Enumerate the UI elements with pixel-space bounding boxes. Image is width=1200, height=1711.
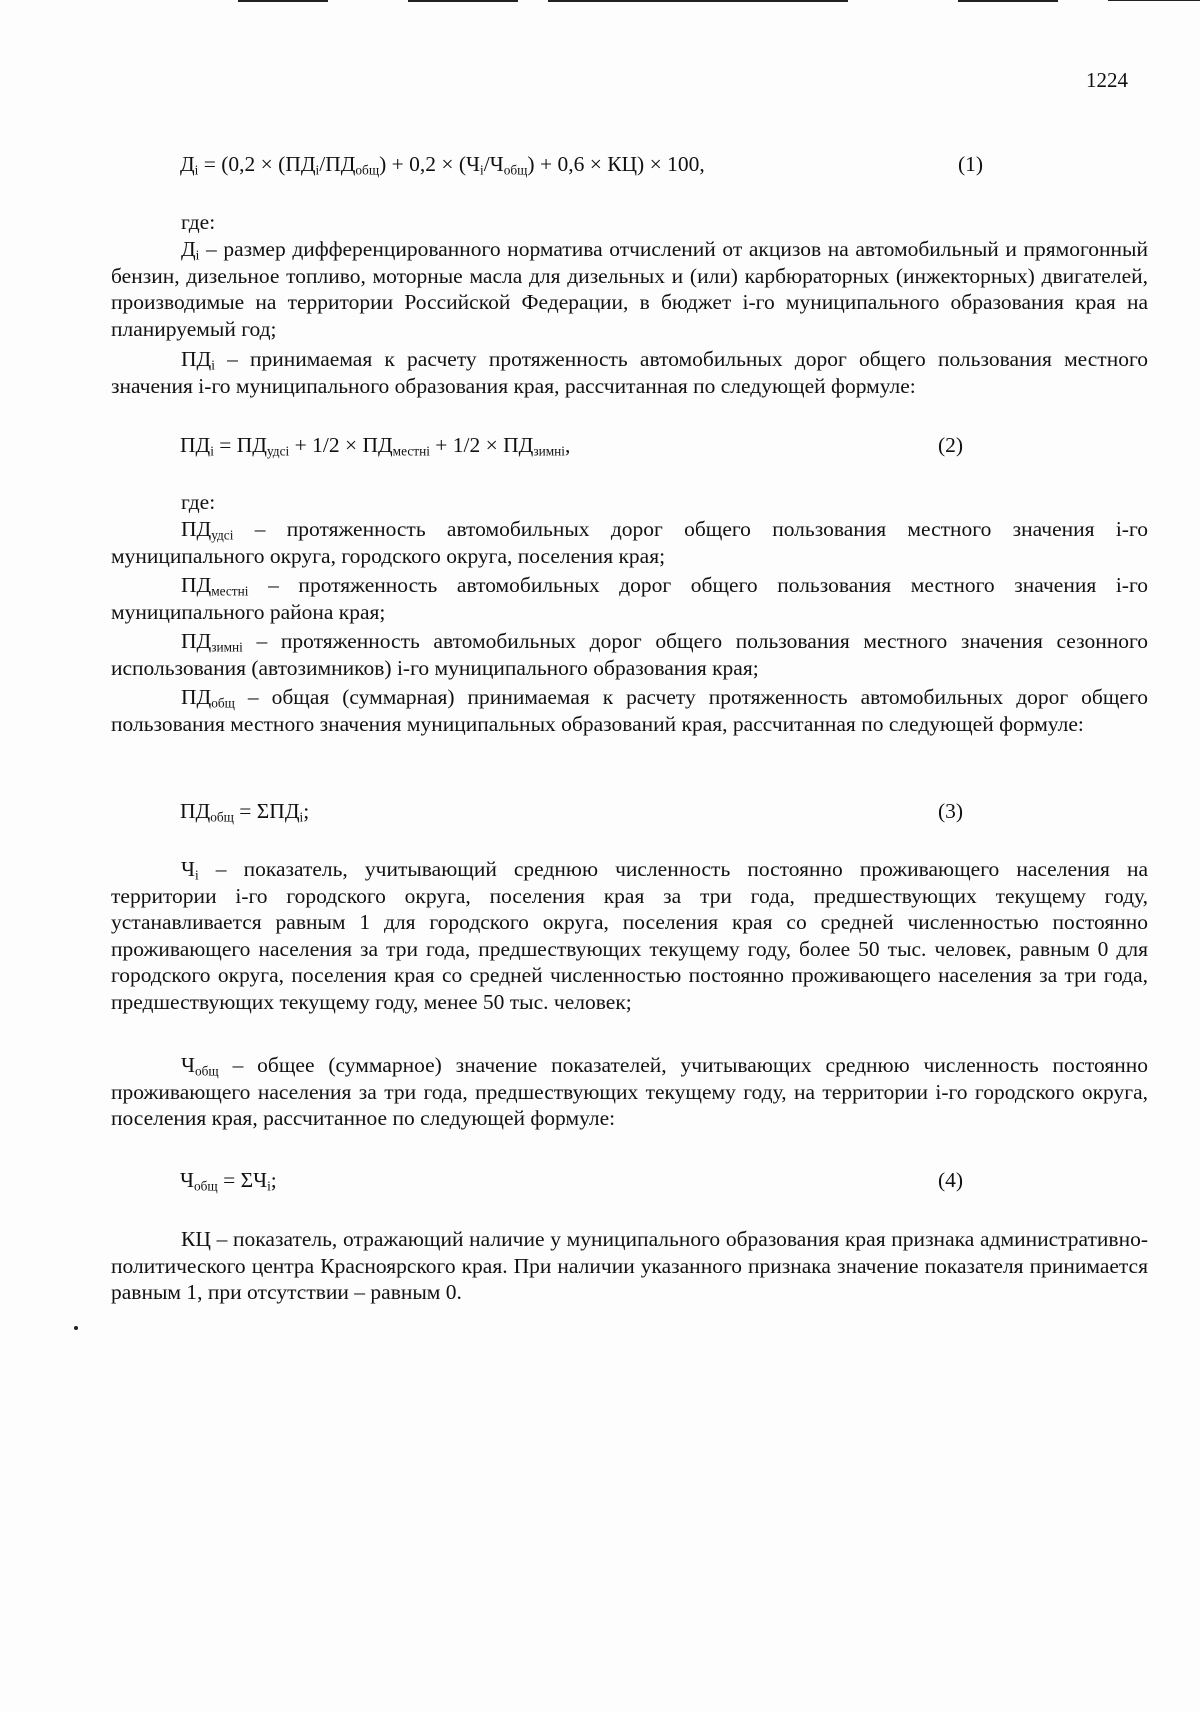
definition-d-i: $Д_i$ – размер дифференцированного норматива отчислений от акцизов на автомобильный и прямогонный бензин, дизельное топливо, моторные масла для дизельных и (или) карбюраторных (инжекторных) двигателей, производимые на территории Российской Федерации, в бюджет i-го муниципального образования края на планируемый год; — [111, 237, 1148, 341]
definition-pd-uds: $ПД_{удсi}$ – протяженность автомобильных дорог общего пользования местного значения i-го муниципального округа, городского округа, поселения края; — [111, 517, 1148, 568]
scan-artifact-line — [238, 0, 328, 2]
definition-pd-obsh: $ПД_{общ}$ – общая (суммарная) принимаемая к расчету протяженность автомобильных дорог общего пользования местного значения муниципальных образований края, рассчитанная по следующей формуле: — [111, 685, 1148, 736]
definition-pd-zimn: $ПД_{зимнi}$ – протяженность автомобильных дорог общего пользования местного значения сезонного использования (автозимников) i-го муниципального образования края; — [111, 629, 1148, 680]
formula-4 — [180, 1168, 1100, 1198]
scan-artifact-line — [958, 0, 1058, 2]
formula-4-number: (4) — [938, 1168, 964, 1192]
definition-ch-i: $Ч_i$ – показатель, учитывающий среднюю численность постоянно проживающего населения на территории i-го городского округа, поселения края за три года, предшествующих текущему году, устанавливается равным 1 для городского округа, поселения края со средней численностью постоянно проживающего населения за три года, предшествующих текущему году, более 50 тыс. человек, равным 0 для городского округа, поселения края со средней численностью постоянно проживающего населения за три года, предшествующих текущему году, менее 50 тыс. человек; — [111, 857, 1148, 1014]
scan-artifact-line — [408, 0, 518, 2]
page-number: 1224 — [1086, 68, 1128, 92]
formula-3-number: (3) — [938, 799, 964, 823]
formula-1-number: (1) — [958, 152, 984, 176]
definition-pd-mestn: $ПД_{местнi}$ – протяженность автомобильных дорог общего пользования местного значения i-го муниципального района края; — [111, 573, 1148, 624]
definition-kc: КЦ – показатель, отражающий наличие у муниципального образования края признака административно-политического центра Красноярского края. При наличии указанного признака значение показателя принимается равным 1, при отсутствии – равным 0. — [111, 1227, 1148, 1305]
formula-2-number: (2) — [938, 433, 964, 457]
formula-3 — [180, 799, 1100, 829]
formula-3-expression: $ПД_{общ} = \Sigma ПД_i$; — [180, 799, 310, 825]
definition-pd-i: $ПД_i$ – принимаемая к расчету протяженность автомобильных дорог общего пользования местного значения i-го муниципального образования края, рассчитанная по следующей формуле: — [111, 347, 1148, 398]
scan-artifact-line — [1108, 0, 1200, 1]
scan-artifact-line — [548, 0, 848, 2]
definition-ch-obsh: $Ч_{общ}$ – общее (суммарное) значение показателей, учитывающих среднюю численность постоянно проживающего населения за три года, предшествующих текущему году, на территории i-го городского округа, поселения края, рассчитанное по следующей формуле: — [111, 1053, 1148, 1131]
formula-1 — [180, 152, 1100, 182]
formula-1-expression: $Д_i = (0,2 \times (ПД_i/ПД_{общ}) + 0,2 \times (Ч_i/Ч_{общ}) + 0,6 \times КЦ) \times 100$, — [180, 152, 705, 178]
formula-4-expression: $Ч_{общ} = \Sigma Ч_i$; — [180, 1168, 277, 1194]
where-label: где: — [181, 490, 216, 514]
scan-artifact-dot — [74, 1326, 78, 1330]
formula-2-expression: $ПД_i = ПД_{удсi} + 1/2 \times ПД_{местнi} + 1/2 \times ПД_{зимнi}$, — [180, 433, 571, 459]
where-label: где: — [181, 210, 216, 234]
formula-2 — [180, 433, 1100, 463]
